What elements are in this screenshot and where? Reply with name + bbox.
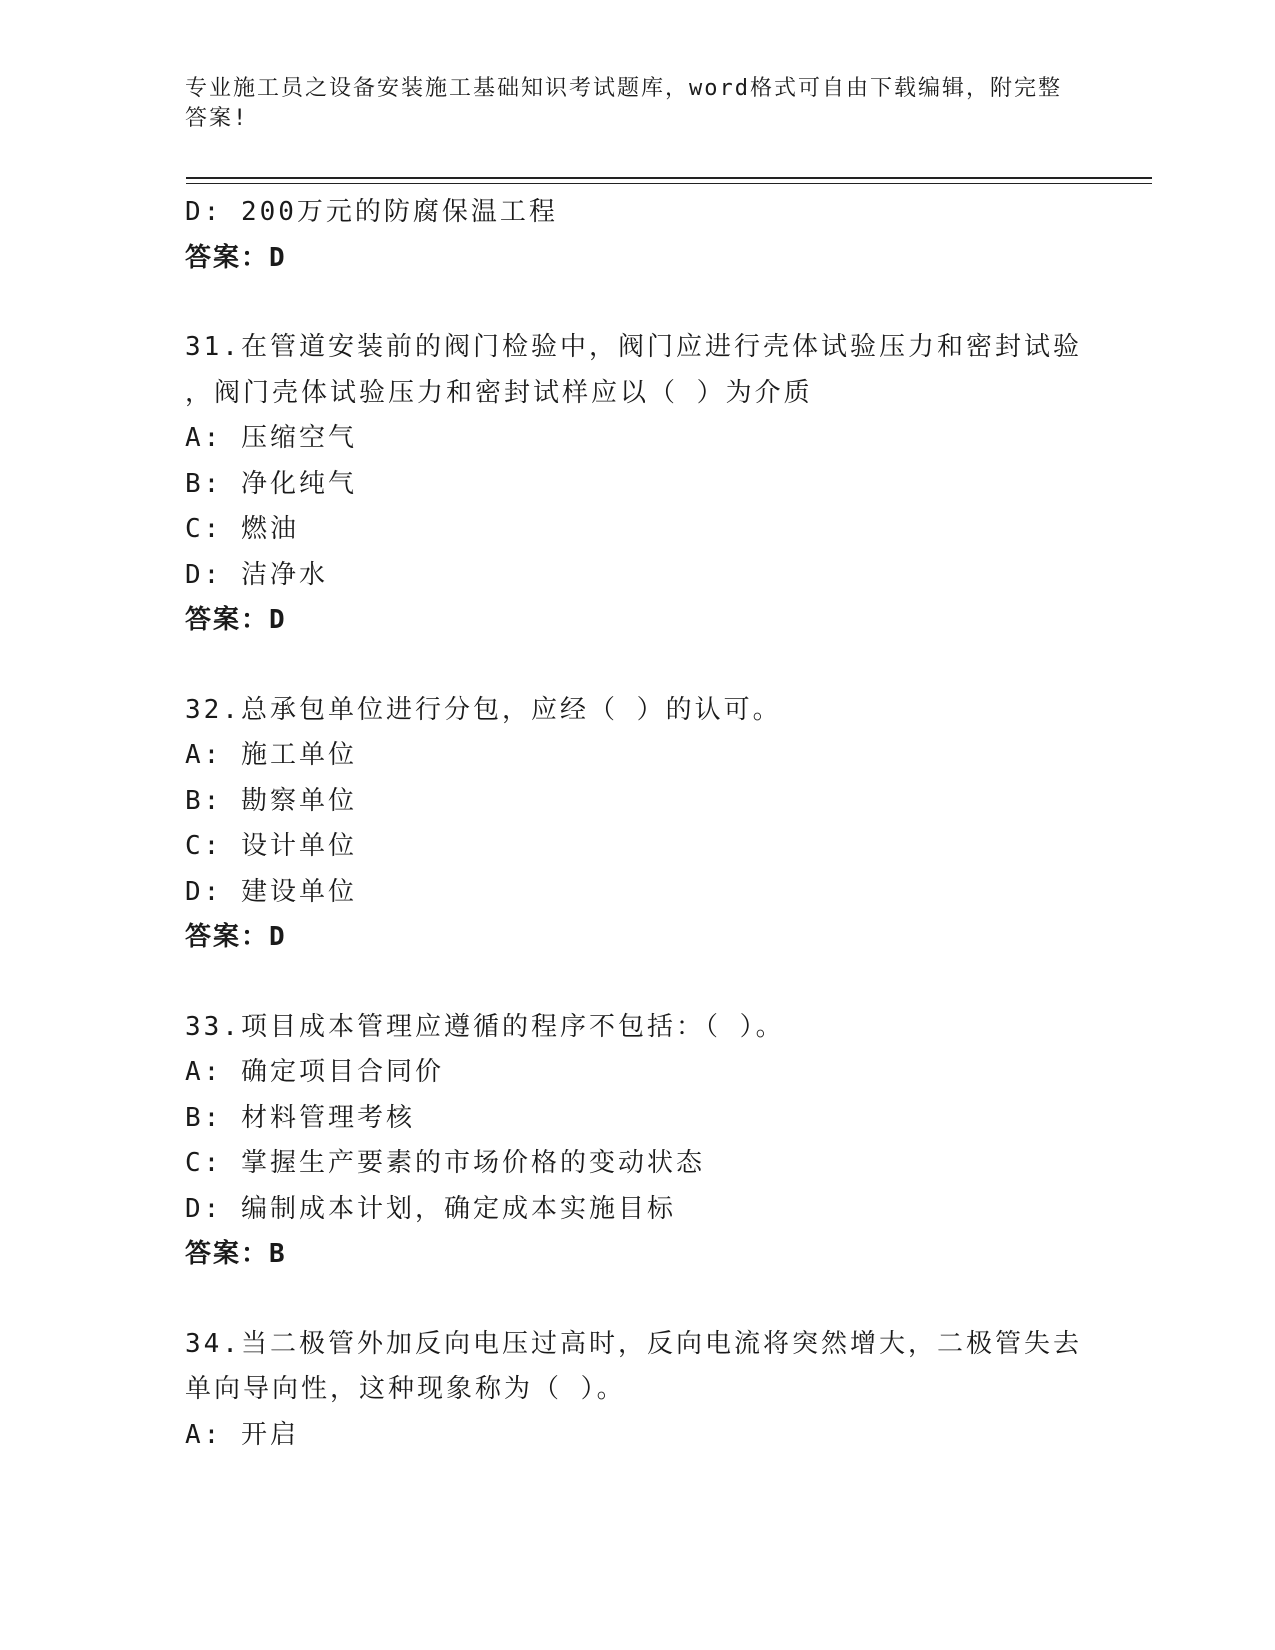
- question-33-option-a: A: 确定项目合同价: [185, 1057, 444, 1087]
- document-header: 专业施工员之设备安装施工基础知识考试题库，word格式可自由下载编辑，附完整答案!: [185, 76, 1062, 131]
- option-d: D: 200万元的防腐保温工程: [185, 197, 558, 227]
- question-33-option-c: C: 掌握生产要素的市场价格的变动状态: [185, 1148, 705, 1178]
- header-divider-top: [186, 177, 1152, 179]
- question-31-option-d: D: 洁净水: [185, 559, 328, 590]
- question-33-answer: 答案：B: [185, 1239, 287, 1269]
- question-31-answer: 答案：D: [185, 605, 287, 635]
- question-31-option-c: C: 燃油: [185, 514, 299, 544]
- question-32-answer: 答案：D: [185, 922, 287, 952]
- question-32-option-a: A: 施工单位: [185, 740, 357, 770]
- question-34-stem-cont: 单向导向性，这种现象称为（ ）。: [185, 1374, 626, 1404]
- question-32-option-c: C: 设计单位: [185, 831, 357, 861]
- question-34-stem: 34.当二极管外加反向电压过高时，反向电流将突然增大，二极管失去: [185, 1328, 1082, 1359]
- question-31-option-a: A: 压缩空气: [185, 423, 357, 453]
- question-31-stem: 31.在管道安装前的阀门检验中，阀门应进行壳体试验压力和密封试验: [185, 332, 1082, 362]
- header-divider-bottom: [186, 183, 1152, 184]
- question-34-option-a: A: 开启: [185, 1419, 299, 1450]
- question-31-stem-cont: ，阀门壳体试验压力和密封试样应以（ ）为介质: [185, 377, 813, 408]
- question-31-option-b: B: 净化纯气: [185, 468, 357, 499]
- question-content: [185, 190, 1105, 1458]
- question-32-option-d: D: 建设单位: [185, 876, 357, 907]
- answer-line: 答案：D: [185, 242, 287, 273]
- question-33-option-b: B: 材料管理考核: [185, 1102, 415, 1133]
- question-32-option-b: B: 勘察单位: [185, 785, 357, 816]
- question-33-stem: 33.项目成本管理应遵循的程序不包括：（ ）。: [185, 1011, 785, 1042]
- question-32-stem: 32.总承包单位进行分包，应经（ ）的认可。: [185, 694, 782, 725]
- question-33-option-d: D: 编制成本计划，确定成本实施目标: [185, 1193, 676, 1224]
